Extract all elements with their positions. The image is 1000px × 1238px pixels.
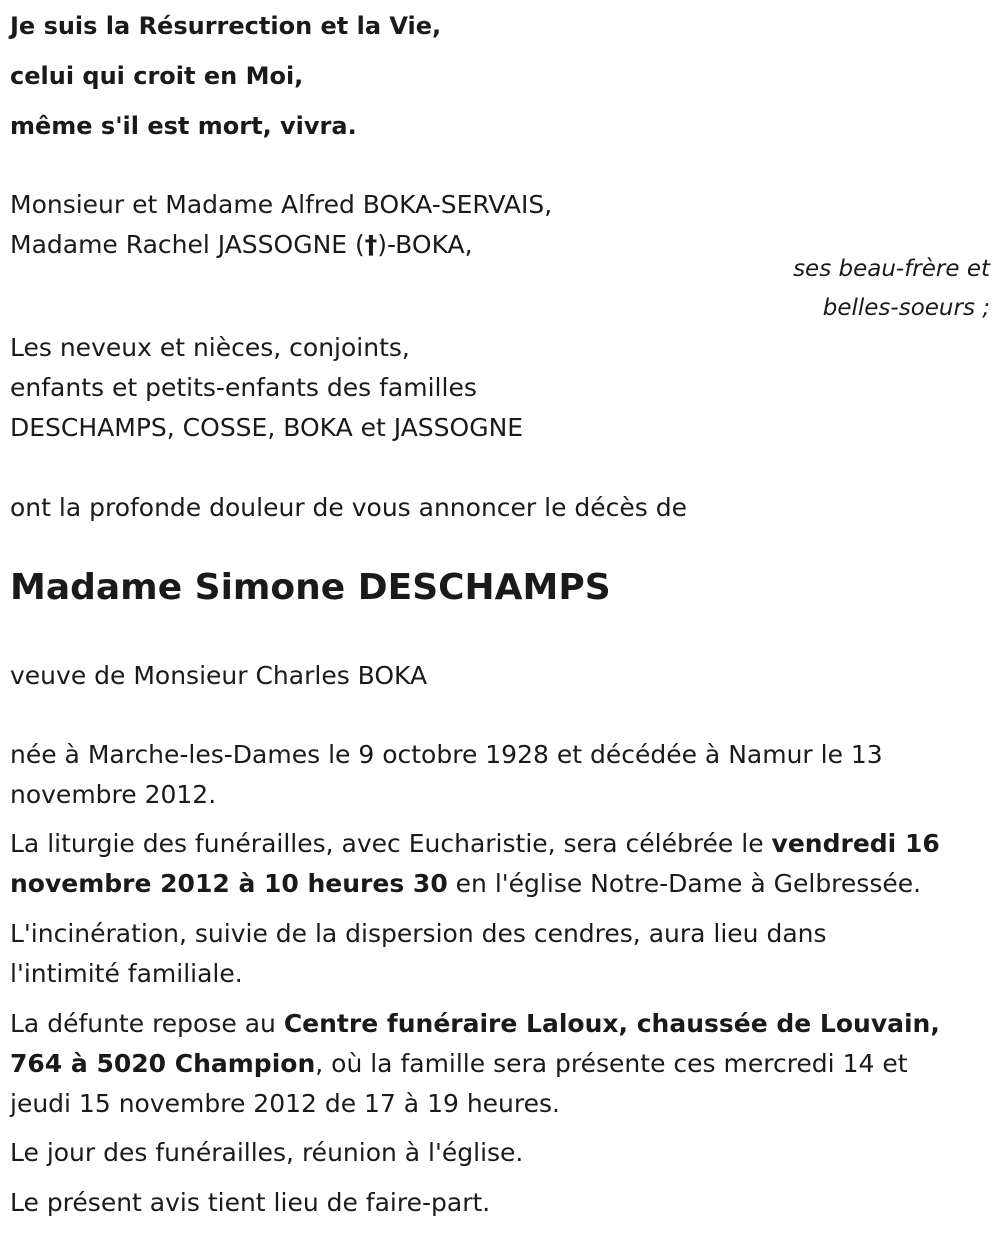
repose-visiting-text: , où la famille sera présente ces mercredi 14 et [315,1049,908,1078]
birth-death-line-1: née à Marche-les-Dames le 9 octobre 1928 et décédée à Namur le 13 [10,740,883,769]
family-line-2-suffix: )-BOKA, [377,230,473,259]
epigraph-line-1: Je suis la Résurrection et la Vie, [10,12,442,40]
repose-text: La défunte repose au [10,1009,284,1038]
cremation-line-1: L'incinération, suivie de la dispersion des cendres, aura lieu dans [10,919,827,948]
repose-line-3: jeudi 15 novembre 2012 de 17 à 19 heures. [10,1089,560,1118]
liturgy-line-1 [10,824,940,864]
relation-line-2: belles-soeurs ; [822,295,990,321]
family-line-1: Monsieur et Madame Alfred BOKA-SERVAIS, [10,190,553,219]
funeral-home-name: Centre funéraire Laloux, chaussée de Louvain, [283,1009,940,1038]
deceased-name: Madame Simone DESCHAMPS [10,567,611,608]
family-line-2 [10,225,473,265]
liturgy-text: La liturgie des funérailles, avec Eucharistie, sera célébrée le [10,829,772,858]
relatives-line-1: Les neveux et nièces, conjoints, [10,333,410,362]
liturgy-date-part2: novembre 2012 à 10 heures 30 [10,869,448,898]
birth-death-line-2: novembre 2012. [10,780,217,809]
epigraph-line-3: même s'il est mort, vivra. [10,112,357,140]
funeral-home-address: 764 à 5020 Champion [10,1049,316,1078]
funeral-day: Le jour des funérailles, réunion à l'église. [10,1138,524,1167]
announcement: ont la profonde douleur de vous annoncer le décès de [10,493,688,522]
liturgy-line-2 [10,864,921,904]
epigraph-line-2: celui qui croit en Moi, [10,62,304,90]
notice: Le présent avis tient lieu de faire-part. [10,1188,491,1217]
repose-line-1 [10,1004,940,1044]
cross-icon: † [364,230,378,259]
relatives-line-3: DESCHAMPS, COSSE, BOKA et JASSOGNE [10,413,524,442]
repose-line-2 [10,1044,908,1084]
relatives-line-2: enfants et petits-enfants des familles [10,373,477,402]
family-line-2-prefix: Madame Rachel JASSOGNE ( [10,230,365,259]
widow-of: veuve de Monsieur Charles BOKA [10,661,428,690]
relation-line-1: ses beau-frère et [793,256,990,282]
liturgy-date-part1: vendredi 16 [771,829,940,858]
liturgy-location: en l'église Notre-Dame à Gelbressée. [447,869,922,898]
cremation-line-2: l'intimité familiale. [10,959,243,988]
